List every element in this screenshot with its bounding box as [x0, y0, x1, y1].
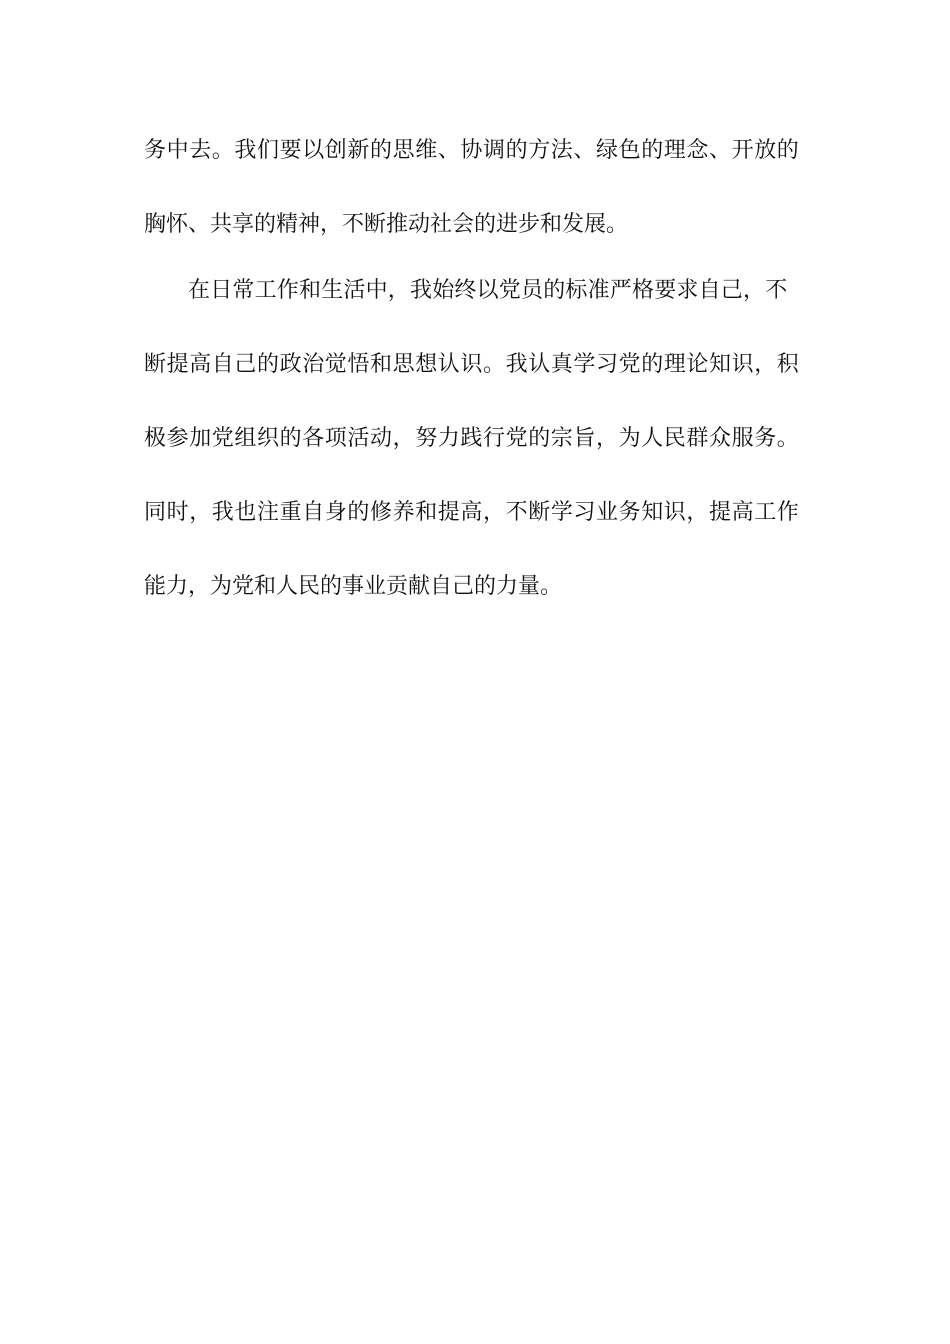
text-line: 在日常工作和生活中，我始终以党员的标准严格要求自己，不 [188, 278, 788, 303]
text-line: 同时，我也注重自身的修养和提高，不断学习业务知识，提高工作 [144, 500, 800, 525]
text-line: 极参加党组织的各项活动，努力践行党的宗旨，为人民群众服务。 [144, 426, 800, 451]
text-line: 断提高自己的政治觉悟和思想认识。我认真学习党的理论知识，积 [144, 352, 800, 377]
text-line: 能力，为党和人民的事业贡献自己的力量。 [144, 574, 563, 599]
text-line: 务中去。我们要以创新的思维、协调的方法、绿色的理念、开放的 [144, 138, 800, 163]
text-line: 胸怀、共享的精神，不断推动社会的进步和发展。 [144, 212, 629, 237]
